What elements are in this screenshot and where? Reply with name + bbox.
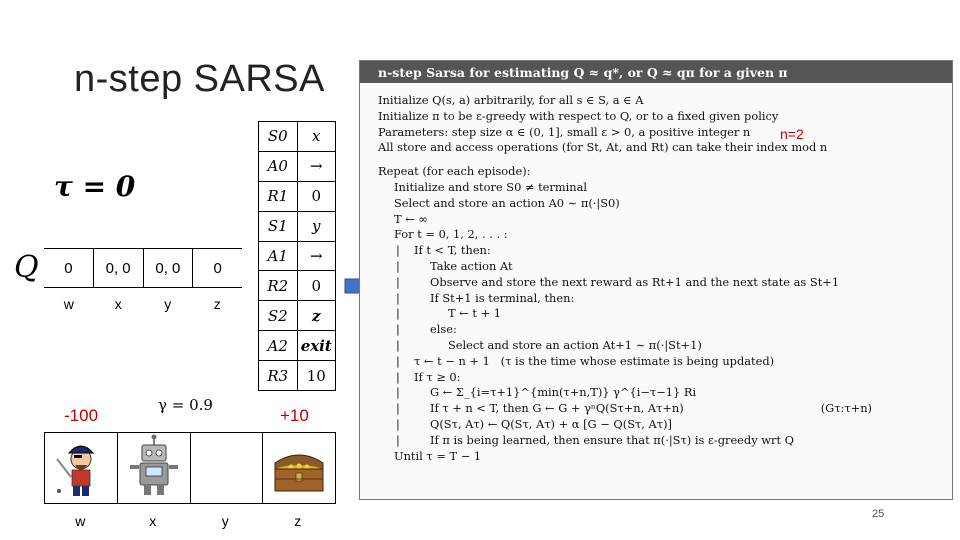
q-label-z: z [213,296,221,312]
trajectory-table [258,121,336,391]
q-state-labels [44,296,242,312]
algorithm-line-text: Select and store an action At+1 ∼ π(·|St+1) [448,337,702,352]
grid-cell-w [45,433,118,503]
algorithm-line [378,449,952,465]
grid-label-y: y [221,513,229,529]
pirate-icon [45,433,117,501]
q-cell-w: 0 [44,249,94,287]
algorithm-line [378,243,952,259]
trajectory-symbol: A1 [259,242,298,271]
algorithm-line-text: For t = 0, 1, 2, . . . : [394,227,508,242]
trajectory-symbol: R2 [259,271,298,300]
algorithm-body [360,83,952,464]
algorithm-gap [378,156,952,164]
trajectory-symbol: S2 [259,301,298,330]
algorithm-line-text: T ← ∞ [394,211,428,226]
gamma-label: γ = 0.9 [158,396,213,414]
trajectory-value: exit [300,336,332,355]
algorithm-line-text: Until τ = T − 1 [394,448,482,463]
return-tag: (Gτ:τ+n) [820,401,872,416]
algorithm-line [378,212,952,228]
trajectory-row [259,331,335,361]
loop-bar: | [396,274,400,289]
trajectory-row [259,122,335,152]
algorithm-header: n-step Sarsa for estimating Q ≈ q*, or Q ≈ qπ for a given π [360,61,952,83]
trajectory-value: 10 [306,366,326,385]
q-cell-x: 0, 0 [94,249,144,287]
algorithm-line-text: If τ + n < T, then G ← G + γⁿQ(Sτ+n, Aτ+n) [430,401,684,416]
algorithm-line [378,227,952,243]
algorithm-line-text: Take action At [430,258,513,273]
loop-bar: | [396,401,400,416]
trajectory-row [259,301,335,331]
algorithm-line [378,370,952,386]
algorithm-line-text: T ← t + 1 [448,306,501,321]
loop-bar: | [396,306,400,321]
reward-right: +10 [280,406,309,425]
algorithm-line [378,338,952,354]
algorithm-line-text: Initialize π to be ε-greedy with respect to Q, or to a fixed given policy [378,108,779,123]
algorithm-line [378,140,952,156]
trajectory-row [259,182,335,212]
treasure-chest-icon [263,433,335,501]
algorithm-line-text: If St+1 is terminal, then: [430,290,575,305]
grid-cell-z [263,433,335,503]
trajectory-symbol: R1 [259,182,298,211]
q-symbol: Q [14,250,39,285]
q-label-y: y [164,296,172,312]
algorithm-line [378,433,952,449]
algorithm-line [378,164,952,180]
trajectory-symbol: A2 [259,331,298,360]
loop-bar: | [396,258,400,273]
tau-label: τ = 0 [54,170,136,203]
robot-icon [118,433,190,501]
algorithm-line-text: τ ← t − n + 1 (τ is the time whose estimate is being updated) [414,353,775,368]
algorithm-line [378,109,952,125]
algorithm-line [378,180,952,196]
algorithm-line-text: Initialize and store S0 ≠ terminal [394,179,588,194]
loop-bar: | [396,243,400,258]
algorithm-line-text: All store and access operations (for St, At, and Rt) can take their index mod n [378,140,828,155]
trajectory-value: y [312,217,321,236]
trajectory-value: 0 [311,276,322,295]
trajectory-row [259,271,335,301]
loop-bar: | [396,369,400,384]
trajectory-value: 0 [311,187,322,206]
algorithm-line-text: Select and store an action A0 ∼ π(·|S0) [394,195,620,210]
trajectory-value: z [311,306,321,325]
trajectory-row [259,361,335,390]
algorithm-line [378,385,952,401]
algorithm-line-text: G ← Σ_{i=τ+1}^{min(τ+n,T)} γ^{i−τ−1} Ri [430,385,697,400]
grid-cell-x [118,433,191,503]
algorithm-line-text: Repeat (for each episode): [378,164,531,179]
q-cell-z: 0 [213,259,222,277]
q-cell-y: 0, 0 [144,249,194,287]
loop-bar: | [396,385,400,400]
algorithm-line [378,275,952,291]
algorithm-line [378,306,952,322]
algorithm-line [378,354,952,370]
algorithm-line [378,93,952,109]
algorithm-line-text: If π is being learned, then ensure that π(·|Sτ) is ε-greedy wrt Q [430,432,794,447]
algorithm-line-text: If τ ≥ 0: [414,369,461,384]
trajectory-value: x [312,127,321,146]
trajectory-row [259,212,335,242]
trajectory-symbol: R3 [259,361,298,390]
algorithm-line [378,417,952,433]
algorithm-line-text: Observe and store the next reward as Rt+1 and the next state as St+1 [430,274,840,289]
gridworld [44,432,336,504]
algorithm-line [378,291,952,307]
trajectory-row [259,152,335,182]
loop-bar: | [396,337,400,352]
algorithm-line [378,322,952,338]
algorithm-box [359,60,953,500]
algorithm-line [378,259,952,275]
q-label-x: x [114,296,122,312]
algorithm-line [378,196,952,212]
trajectory-value: → [309,247,323,265]
algorithm-line-text: If t < T, then: [414,243,491,258]
loop-bar: | [396,353,400,368]
loop-bar: | [396,416,400,431]
algorithm-line-text: Q(Sτ, Aτ) ← Q(Sτ, Aτ) + α [G − Q(Sτ, Aτ)] [430,416,672,431]
grid-label-w: w [75,513,86,529]
loop-bar: | [396,322,400,337]
q-table [44,248,242,288]
algorithm-line [378,125,952,141]
algorithm-line-text: Initialize Q(s, a) arbitrarily, for all s ∈ S, a ∈ A [378,93,644,107]
trajectory-symbol: S0 [259,122,298,151]
algorithm-line [378,401,952,417]
q-label-w: w [63,296,74,312]
loop-bar: | [396,432,400,447]
loop-bar: | [396,290,400,305]
algorithm-line-text: else: [430,322,457,337]
n-annotation: n=2 [780,126,804,142]
grid-label-z: z [294,513,302,529]
grid-cell-y [191,433,263,503]
reward-left: -100 [64,406,99,425]
algorithm-line-text: Parameters: step size α ∈ (0, 1], small ε > 0, a positive integer n [378,124,751,139]
trajectory-row [259,242,335,272]
trajectory-symbol: A0 [259,152,298,181]
grid-state-labels [44,513,334,529]
page-number: 25 [872,508,885,520]
trajectory-value: → [309,157,323,176]
slide-title: n-step SARSA [74,58,325,100]
grid-label-x: x [149,513,157,529]
trajectory-symbol: S1 [259,212,298,241]
